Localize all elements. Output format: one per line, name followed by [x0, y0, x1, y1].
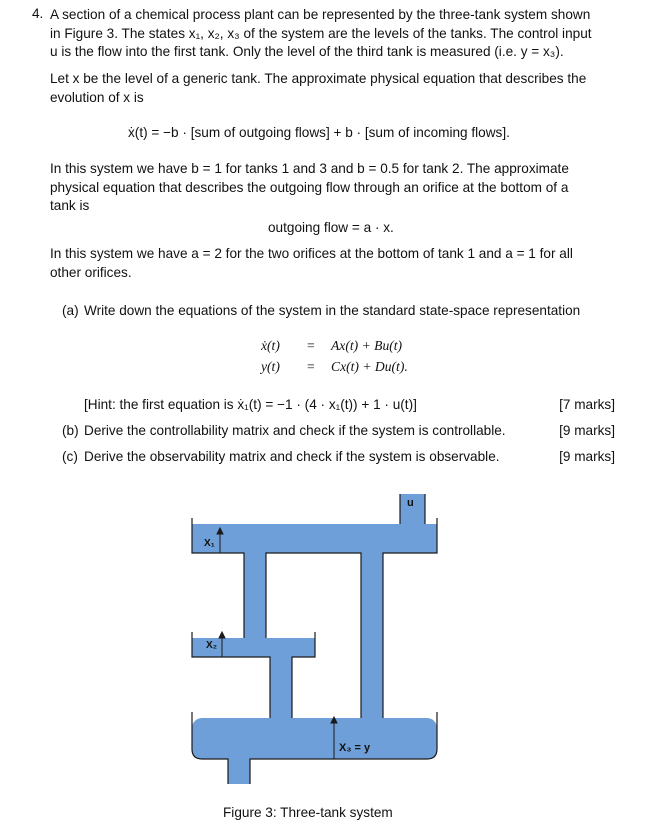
tank-1-liquid [192, 524, 437, 553]
figure-caption: Figure 3: Three-tank system [223, 805, 393, 820]
a-line-2: other orifices. [50, 264, 132, 280]
state-eq-equals-1: = [307, 338, 315, 353]
equation-tank-dynamics: ẋ(t) = −b · [sum of outgoing flows] + b · [sum of incoming flows]. [128, 125, 510, 140]
part-a-text: Write down the equations of the system in the standard state-space representation [84, 303, 581, 318]
equation-outgoing-flow: outgoing flow = a · x. [268, 220, 394, 235]
tank-1-outlet-left [244, 553, 266, 638]
x2-arrow-head [219, 632, 225, 638]
part-a-hint: [Hint: the first equation is ẋ₁(t) = −1 · (4 · x₁(t)) + 1 · u(t)] [84, 397, 417, 412]
intro-line-2: in Figure 3. The states x₁, x₂, x₃ of the system are the levels of the tanks. The control input [50, 25, 592, 41]
part-a-label: (a) [62, 303, 79, 318]
output-eq-equals: = [307, 359, 315, 374]
let-x-line-1: Let x be the level of a generic tank. The approximate physical equation that describes the [50, 71, 587, 86]
b-line-1: In this system we have b = 1 for tanks 1 and 3 and b = 0.5 for tank 2. The approximate [50, 161, 569, 176]
output-eq-lhs: y(t) [261, 359, 280, 374]
x1-label: X₁ [204, 538, 215, 549]
part-b-marks: [9 marks] [559, 423, 615, 438]
let-x-line-2: evolution of x is [50, 89, 144, 105]
part-b-label: (b) [62, 423, 79, 438]
part-c-marks: [9 marks] [559, 449, 615, 464]
part-a-marks: [7 marks] [559, 397, 615, 412]
b-line-3: tank is [50, 198, 90, 214]
b-line-2: physical equation that describes the outgoing flow through an orifice at the bottom of a [50, 179, 569, 195]
part-b-text: Derive the controllability matrix and check if the system is controllable. [84, 423, 506, 438]
tank-3-liquid [192, 718, 437, 759]
tank-1-outlet-right [361, 553, 383, 718]
a-line-1: In this system we have a = 2 for the two orifices at the bottom of tank 1 and a = 1 for all [50, 246, 573, 261]
part-c-text: Derive the observability matrix and check if the system is observable. [84, 449, 500, 464]
state-eq-rhs-1: Ax(t) + Bu(t) [331, 338, 403, 353]
u-label: u [407, 497, 414, 509]
part-c-label: (c) [62, 449, 78, 464]
question-number: 4. [32, 6, 44, 21]
intro-line-3: u is the flow into the first tank. Only the level of the third tank is measured (i.e. y = x₃). [50, 44, 564, 60]
tank-3-outlet [228, 759, 250, 784]
intro-line-1: A section of a chemical process plant can be represented by the three-tank system shown [50, 7, 591, 22]
tank-2-outlet [270, 657, 292, 718]
output-eq-rhs: Cx(t) + Du(t). [331, 359, 408, 374]
x3-label: X₃ = y [339, 742, 371, 754]
x2-label: X₂ [206, 640, 218, 651]
state-eq-lhs-1: ẋ(t) [261, 338, 280, 353]
